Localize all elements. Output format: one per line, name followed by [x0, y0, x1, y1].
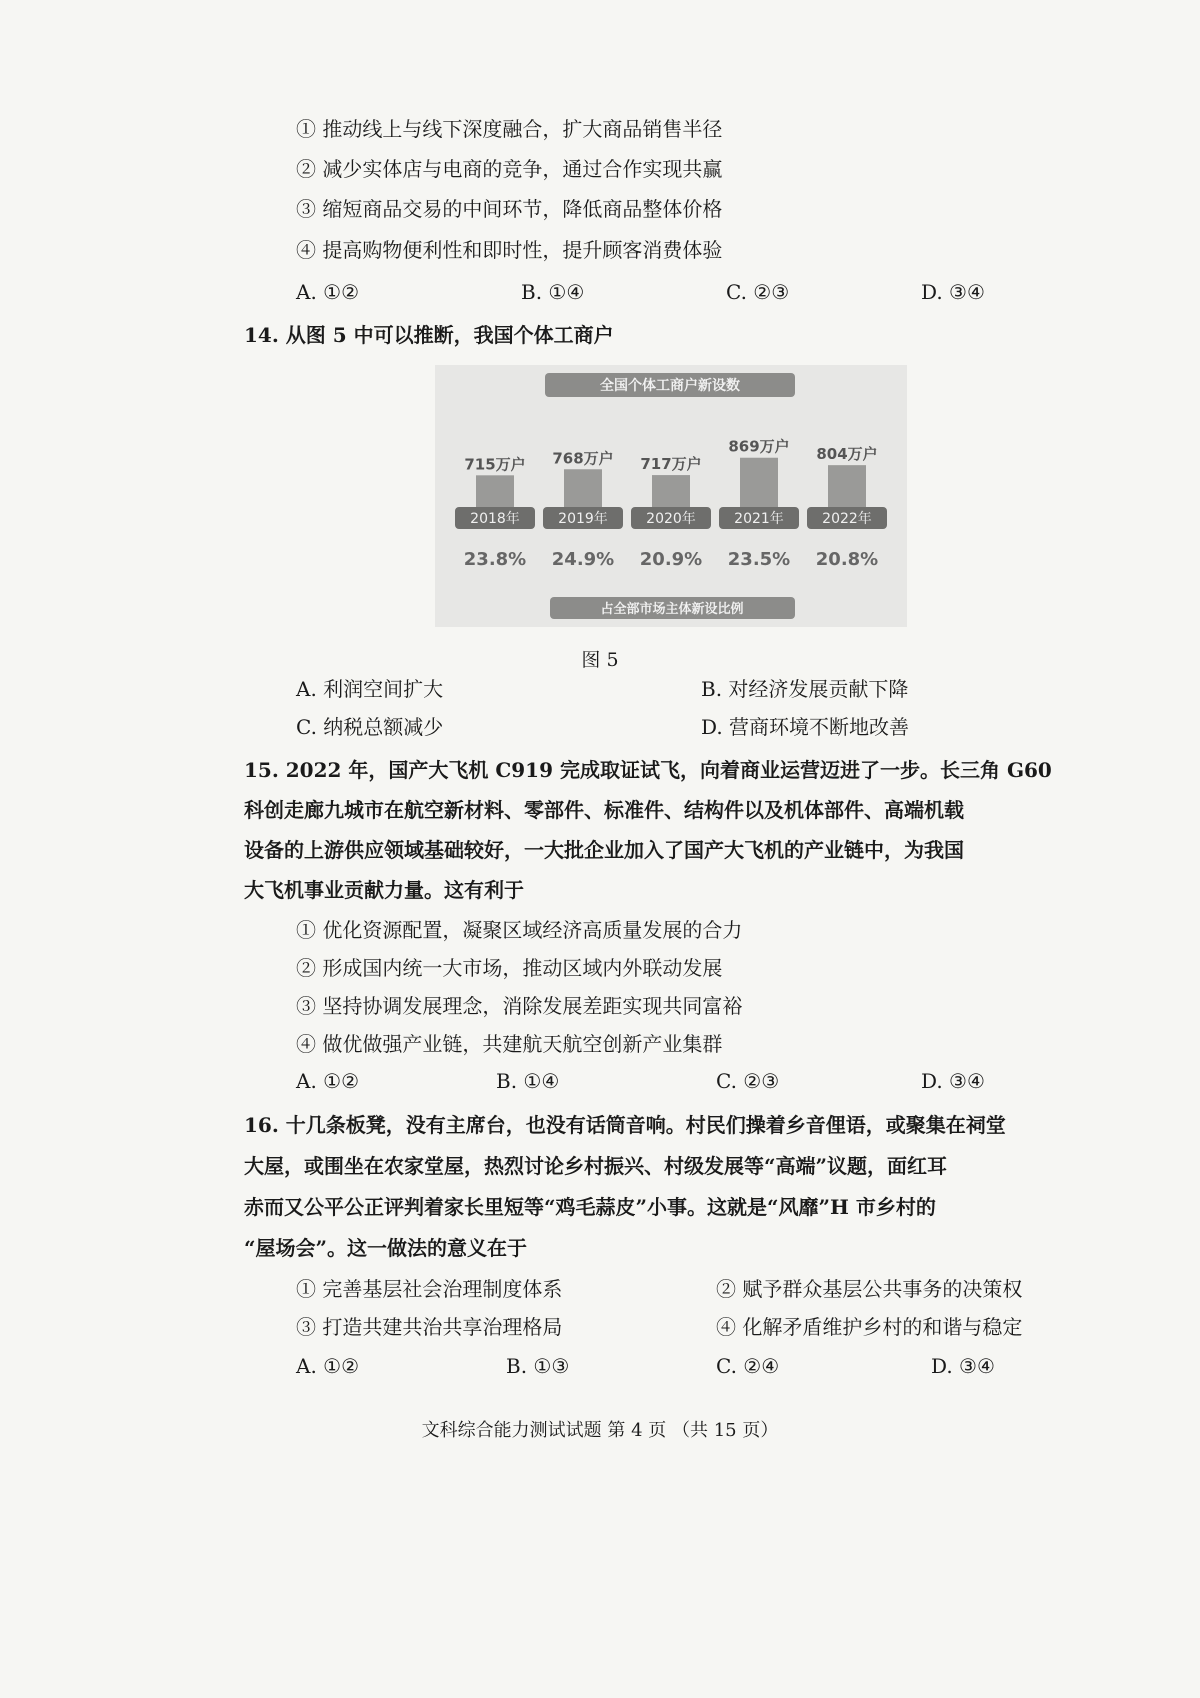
chart-footer-label: 占全部市场主体新设比例 — [600, 602, 744, 617]
share-percent-label: 24.9% — [551, 549, 615, 570]
q15-line-4: 大飞机事业贡献力量。这有利于 — [244, 878, 524, 902]
q16-option-4: ④ 化解矛盾维护乡村的和谐与稳定 — [716, 1315, 1023, 1339]
q14-choice-c: C. 纳税总额减少 — [296, 715, 444, 739]
q13-option-2: ② 减少实体店与电商的竞争，通过合作实现共赢 — [296, 157, 723, 181]
share-percent-label: 20.9% — [639, 549, 703, 570]
bar-chart-svg — [435, 365, 907, 627]
bar-value-label: 715万户 — [464, 455, 526, 474]
q16-choice-b: B. ①③ — [506, 1354, 570, 1378]
q16-choice-d: D. ③④ — [931, 1354, 995, 1378]
q15-choices — [296, 1068, 1056, 1094]
share-percent-label: 23.5% — [727, 549, 791, 570]
q15-option-1: ① 优化资源配置，凝聚区域经济高质量发展的合力 — [296, 918, 743, 942]
q15-option-4: ④ 做优做强产业链，共建航天航空创新产业集群 — [296, 1032, 723, 1056]
bar-2018年 — [476, 475, 514, 507]
bar-2022年 — [828, 465, 866, 507]
q16-choice-c: C. ②④ — [716, 1354, 780, 1378]
q16-choice-a: A. ①② — [296, 1354, 360, 1378]
q16-line-4: “屋场会”。这一做法的意义在于 — [244, 1236, 528, 1260]
q15-choice-c: C. ②③ — [716, 1069, 780, 1093]
share-percent-label: 23.8% — [463, 549, 527, 570]
q15-option-2: ② 形成国内统一大市场，推动区域内外联动发展 — [296, 956, 723, 980]
q16-options — [296, 1276, 1056, 1348]
q16-line-2: 大屋，或围坐在农家堂屋，热烈讨论乡村振兴、村级发展等“高端”议题，面红耳 — [244, 1154, 948, 1178]
q13-option-3: ③ 缩短商品交易的中间环节，降低商品整体价格 — [296, 197, 723, 221]
q14-choice-b: B. 对经济发展贡献下降 — [701, 677, 909, 701]
year-tick-label: 2022年 — [822, 511, 872, 527]
q16-choices — [296, 1353, 1056, 1379]
year-tick-label: 2018年 — [470, 511, 520, 527]
bar-value-label: 804万户 — [816, 445, 878, 464]
bar-2019年 — [564, 469, 602, 507]
q13-option-4: ④ 提高购物便利性和即时性，提升顾客消费体验 — [296, 238, 723, 262]
bar-value-label: 717万户 — [640, 455, 702, 474]
q13-choice-c: C. ②③ — [726, 280, 790, 304]
q13-choice-a: A. ①② — [296, 280, 360, 304]
q15-option-3: ③ 坚持协调发展理念，消除发展差距实现共同富裕 — [296, 994, 743, 1018]
year-tick-label: 2020年 — [646, 511, 696, 527]
bar-value-label: 768万户 — [552, 449, 614, 468]
q15-choice-a: A. ①② — [296, 1069, 360, 1093]
q16-line-1: 16. 十几条板凳，没有主席台，也没有话筒音响。村民们操着乡音俚语，或聚集在祠堂 — [244, 1113, 1006, 1137]
figure-caption: 图 5 — [581, 649, 619, 671]
q13-choice-b: B. ①④ — [521, 280, 585, 304]
q15-line-3: 设备的上游供应领域基础较好，一大批企业加入了国产大飞机的产业链中，为我国 — [244, 838, 964, 862]
share-percent-label: 20.8% — [815, 549, 879, 570]
year-tick-label: 2021年 — [734, 511, 784, 527]
q16-option-3: ③ 打造共建共治共享治理格局 — [296, 1315, 563, 1339]
q14-choices — [296, 676, 1056, 746]
q16-line-3: 赤而又公平公正评判着家长里短等“鸡毛蒜皮”小事。这就是“风靡”H 市乡村的 — [244, 1195, 936, 1219]
bar-2021年 — [740, 458, 778, 507]
q16-option-2: ② 赋予群众基层公共事务的决策权 — [716, 1277, 1023, 1301]
bar-2020年 — [652, 475, 690, 507]
q15-line-1: 15. 2022 年，国产大飞机 C919 完成取证试飞，向着商业运营迈进了一步。长三角 G60 — [244, 758, 1052, 782]
q13-option-1: ① 推动线上与线下深度融合，扩大商品销售半径 — [296, 117, 723, 141]
chart-title: 全国个体工商户新设数 — [600, 378, 740, 394]
q14-choice-a: A. 利润空间扩大 — [296, 677, 444, 701]
bar-value-label: 869万户 — [728, 437, 790, 456]
q13-choice-d: D. ③④ — [921, 280, 985, 304]
year-tick-label: 2019年 — [558, 511, 608, 527]
q13-choices — [296, 279, 1056, 305]
q15-choice-d: D. ③④ — [921, 1069, 985, 1093]
q15-line-2: 科创走廊九城市在航空新材料、零部件、标准件、结构件以及机体部件、高端机载 — [244, 798, 964, 822]
q14-choice-d: D. 营商环境不断地改善 — [701, 715, 910, 739]
q15-choice-b: B. ①④ — [496, 1069, 560, 1093]
q14-stem: 14. 从图 5 中可以推断，我国个体工商户 — [244, 323, 614, 347]
page-footer: 文科综合能力测试试题 第 4 页 （共 15 页） — [421, 1420, 779, 1441]
figure-5-chart — [435, 365, 907, 627]
q16-option-1: ① 完善基层社会治理制度体系 — [296, 1277, 563, 1301]
